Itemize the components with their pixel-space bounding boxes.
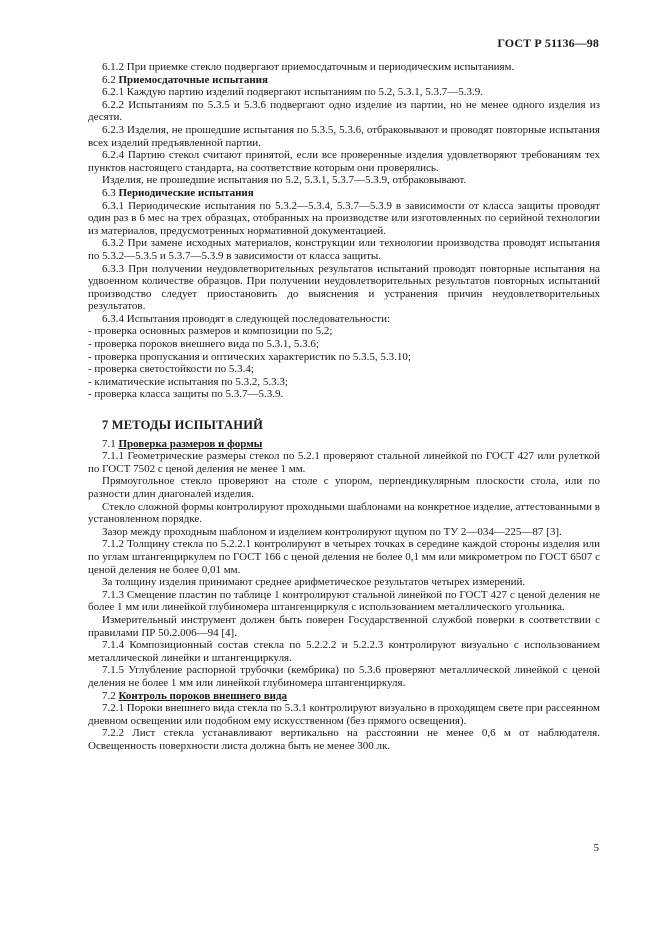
paragraph-7-1-3: 7.1.3 Смещение пластин по таблице 1 контролируют стальной линейкой по ГОСТ 427 с ценой деления не более 1 мм или линейкой глубиномера штангенциркуля с использованием металлического угольника. (88, 588, 600, 614)
paragraph-7-1-5: 7.1.5 Углубление распорной трубочки (кембрика) по 5.3.6 проверяют металлической линейкой с ценой деления не более 1 мм или линейкой глубиномера штангенциркуля. (88, 664, 600, 689)
paragraph-7-1-4: 7.1.4 Композиционный состав стекла по 5.2.2.2 и 5.2.2.3 контролируют визуально с использованием металлической линейки и штангенциркуля. (88, 639, 600, 664)
subheading-7-2: 7.2 Контроль пороков внешнего вида (102, 689, 288, 702)
list-item: - проверка светостойкости по 5.3.4; (88, 363, 254, 376)
paragraph-7-1-2-b: За толщину изделия принимают среднее арифметическое результатов четырех измерений. (102, 576, 526, 589)
paragraph-6-1-2: 6.1.2 При приемке стекло подвергают приемосдаточным и периодическим испытаниям. (102, 61, 515, 73)
standard-header: ГОСТ Р 51136—98 (497, 36, 599, 50)
paragraph-7-2-2: 7.2.2 Лист стекла устанавливают вертикально на расстоянии не менее 0,6 м от наблюдателя. Освещенность поверхности листа должна быть не менее 300 лк. (88, 727, 600, 752)
list-item: - проверка класса защиты по 5.3.7—5.3.9. (88, 388, 284, 401)
paragraph-6-2-3: 6.2.3 Изделия, не прошедшие испытания по 5.3.5, 5.3.6, отбраковывают и проводят повторные испытания всех изделий предъявленной партии. (88, 123, 600, 149)
subheading-6-3: 6.3 Периодические испытания (102, 186, 254, 199)
paragraph-7-2-1: 7.2.1 Пороки внешнего вида стекла по 5.3.1 контролируют визуально в проходящем свете при рассеянном дневном освещении или подобном ему искусственном (без прямого освещения). (88, 702, 600, 727)
section-7-heading: 7 МЕТОДЫ ИСПЫТАНИЙ (102, 418, 264, 433)
paragraph-6-2-4-cont: Изделия, не прошедшие испытания по 5.2, 5.3.1, 5.3.7—5.3.9, отбраковывают. (102, 174, 467, 187)
paragraph-7-1-2: 7.1.2 Толщину стекла по 5.2.2.1 контролируют в четырех точках в середине каждой стороны изделия или по углам штангенциркулем по ГОСТ 166 с ценой деления не более 0,1 мм или микрометром по ГОСТ 6507 с ценой деления не более 0,01 мм. (88, 538, 600, 576)
paragraph-7-1-1: 7.1.1 Геометрические размеры стекол по 5.2.1 проверяют стальной линейкой по ГОСТ 427 или рулеткой по ГОСТ 7502 с ценой деления не менее 1 мм. (88, 450, 600, 475)
page-number: 5 (593, 842, 599, 854)
paragraph-6-2-1: 6.2.1 Каждую партию изделий подвергают испытаниям по 5.2, 5.3.1, 5.3.7—5.3.9. (102, 86, 484, 99)
list-item: - проверка основных размеров и композиции по 5.2; (88, 325, 333, 338)
subheading-6-2-title: Приемосдаточные испытания (118, 73, 268, 86)
subheading-7-2-title: Контроль пороков внешнего вида (118, 689, 288, 702)
document-body (88, 61, 600, 752)
subheading-7-1: 7.1 Проверка размеров и формы (102, 437, 263, 450)
subheading-6-3-title: Периодические испытания (118, 186, 254, 199)
subheading-6-2: 6.2 Приемосдаточные испытания (102, 73, 268, 86)
list-item: - проверка пороков внешнего вида по 5.3.1, 5.3.6; (88, 338, 319, 351)
paragraph-7-1-1-b: Прямоугольное стекло проверяют на столе с упором, перпендикулярным плоскости стола, или по разности длин диагоналей изделия. (88, 475, 600, 500)
paragraph-6-3-1: 6.3.1 Периодические испытания по 5.3.2—5.3.4, 5.3.7—5.3.9 в зависимости от класса защиты проводят один раз в 6 мес на трех образцах, отобранных на производстве или изготовленных по серийной технологии из материалов, предусмотренных нормативной документацией. (88, 199, 600, 237)
paragraph-7-1-1-c: Стекло сложной формы контролируют проходными шаблонами на конкретное изделие, аттестованными в установленном порядке. (88, 500, 600, 526)
list-item: - климатические испытания по 5.3.2, 5.3.3; (88, 375, 288, 388)
paragraph-6-2-2: 6.2.2 Испытаниям по 5.3.5 и 5.3.6 подвергают одно изделие из партии, но не менее одного изделия из десяти. (88, 98, 600, 124)
paragraph-6-2-4: 6.2.4 Партию стекол считают принятой, если все проверенные изделия удовлетворяют требованиям тех пунктов настоящего стандарта, на соответствие которым они проверялись. (88, 149, 600, 174)
paragraph-7-1-1-d: Зазор между проходным шаблоном и изделием контролируют щупом по ТУ 2—034—225—87 [3]. (102, 525, 562, 538)
paragraph-6-3-2: 6.3.2 При замене исходных материалов, конструкции или технологии производства проводят испытания по 5.3.2—5.3.5 и 5.3.7—5.3.9 в зависимости от класса защиты. (88, 237, 600, 262)
paragraph-7-1-3-b: Измерительный инструмент должен быть поверен Государственной службой поверки в соответствии с правилами ПР 50.2.006—94 [4]. (88, 613, 600, 639)
paragraph-6-3-3: 6.3.3 При получении неудовлетворительных результатов испытаний проводят повторные испытания на удвоенном количестве образцов. При получении неудовлетворительных результатов повторных испытаний производство следует приостановить до выяснения и устранения причин неудовлетворительных результатов. (88, 262, 600, 313)
list-item: - проверка пропускания и оптических характеристик по 5.3.5, 5.3.10; (88, 350, 411, 363)
subheading-7-1-title: Проверка размеров и формы (118, 437, 263, 450)
paragraph-6-3-4: 6.3.4 Испытания проводят в следующей последовательности: (102, 312, 391, 325)
